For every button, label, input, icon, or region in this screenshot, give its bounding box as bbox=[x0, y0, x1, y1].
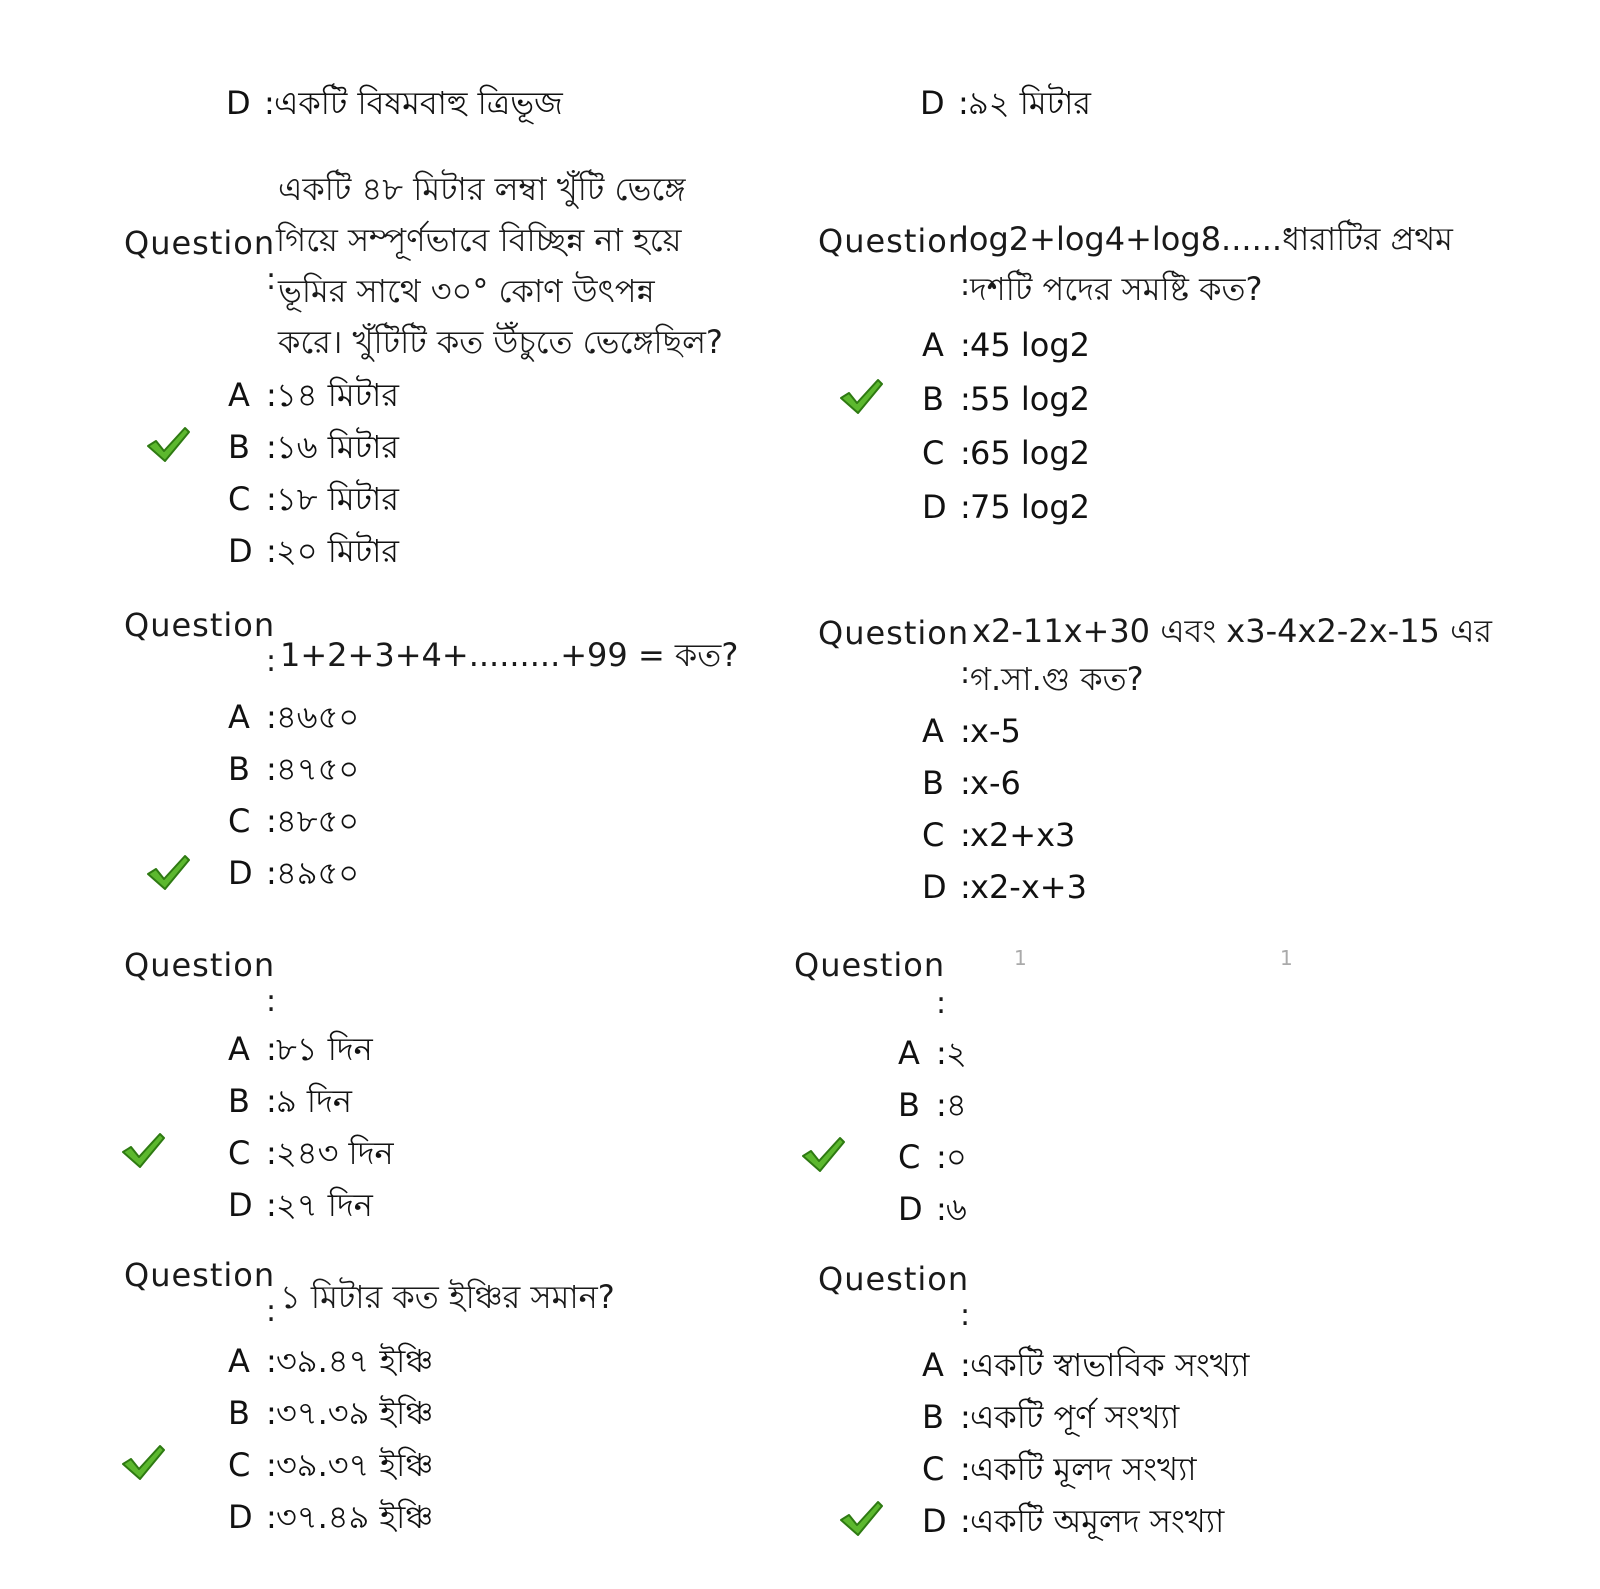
option-colon: : bbox=[266, 1342, 277, 1380]
option-text: একটি মূলদ সংখ্যা bbox=[970, 1450, 1197, 1488]
option-letter: D bbox=[228, 854, 253, 892]
option-letter: A bbox=[228, 1342, 250, 1380]
option-colon: : bbox=[266, 480, 277, 518]
question-text bbox=[278, 164, 723, 368]
option-text: x2-x+3 bbox=[970, 868, 1087, 906]
option-letter: C bbox=[922, 1450, 945, 1488]
option-text: একটি অমূলদ সংখ্যা bbox=[970, 1502, 1225, 1540]
option-text: ৮১ দিন bbox=[276, 1030, 373, 1068]
option-colon: : bbox=[960, 764, 971, 802]
option-colon: : bbox=[266, 1082, 277, 1120]
option-letter: D bbox=[228, 532, 253, 570]
option-letter: B bbox=[228, 750, 250, 788]
option-colon: : bbox=[266, 532, 277, 570]
option-colon: : bbox=[266, 1394, 277, 1432]
option-letter: C bbox=[228, 1446, 251, 1484]
question-line: গিয়ে সম্পূর্ণভাবে বিচ্ছিন্ন না হয়ে bbox=[276, 221, 682, 259]
option-letter: D bbox=[922, 868, 947, 906]
option-letter: C bbox=[228, 1134, 251, 1172]
option-letter: B bbox=[898, 1086, 920, 1124]
option-colon: : bbox=[266, 1030, 277, 1068]
option-colon: : bbox=[266, 1186, 277, 1224]
option-text: ৬ bbox=[946, 1190, 967, 1228]
option-letter: D bbox=[898, 1190, 923, 1228]
checkmark-icon bbox=[120, 1130, 166, 1170]
option-letter: A bbox=[922, 326, 944, 364]
option-text: ৪৮৫০ bbox=[276, 802, 360, 840]
question-label: Question bbox=[124, 946, 276, 984]
option-letter: B bbox=[228, 1394, 250, 1432]
option-colon: : bbox=[266, 376, 277, 414]
option-colon: : bbox=[266, 1134, 277, 1172]
checkmark-icon bbox=[120, 1442, 166, 1482]
question-text bbox=[280, 1272, 615, 1323]
checkmark-icon bbox=[145, 852, 191, 892]
option-text: ৩৯.৪৭ ইঞ্চি bbox=[276, 1342, 434, 1380]
option-letter: C bbox=[922, 816, 945, 854]
question-label: Question bbox=[124, 224, 276, 262]
question-line: log2+log4+log8......ধারাটির প্রথম bbox=[960, 220, 1453, 258]
option-text: x-5 bbox=[970, 712, 1021, 750]
option-text: একটি স্বাভাবিক সংখ্যা bbox=[970, 1346, 1250, 1384]
question-colon: : bbox=[960, 1298, 971, 1333]
option-colon: : bbox=[960, 488, 971, 526]
question-label: Question bbox=[818, 1260, 970, 1298]
option-letter: B bbox=[922, 380, 944, 418]
question-text bbox=[970, 264, 1262, 315]
option-colon: : bbox=[960, 1398, 971, 1436]
question-label: Question bbox=[124, 606, 276, 644]
question-line: দশটি পদের সমষ্টি কত? bbox=[970, 270, 1263, 308]
option-letter: D bbox=[228, 1186, 253, 1224]
option-colon: : bbox=[264, 84, 275, 122]
option-text: ৩৭.৩৯ ইঞ্চি bbox=[276, 1394, 434, 1432]
option-text: x-6 bbox=[970, 764, 1021, 802]
question-label: Question bbox=[818, 614, 970, 652]
option-colon: : bbox=[266, 750, 277, 788]
option-colon: : bbox=[266, 698, 277, 736]
option-colon: : bbox=[958, 84, 969, 122]
option-letter: B bbox=[228, 1082, 250, 1120]
checkmark-icon bbox=[800, 1134, 846, 1174]
option-letter: B bbox=[922, 764, 944, 802]
option-letter: D bbox=[922, 1502, 947, 1540]
option-letter: C bbox=[922, 434, 945, 472]
question-line: করে। খুঁটিটি কত উঁচুতে ভেঙ্গেছিল? bbox=[278, 323, 723, 361]
option-letter: C bbox=[228, 802, 251, 840]
question-colon: : bbox=[960, 268, 971, 303]
option-letter: B bbox=[228, 428, 250, 466]
option-letter: C bbox=[898, 1138, 921, 1176]
question-colon: : bbox=[266, 1294, 277, 1329]
option-colon: : bbox=[960, 1450, 971, 1488]
option-text: ৪ bbox=[946, 1086, 967, 1124]
option-text: 55 log2 bbox=[970, 380, 1091, 418]
option-colon: : bbox=[936, 1190, 947, 1228]
option-colon: : bbox=[960, 326, 971, 364]
option-text: ১৬ মিটার bbox=[276, 428, 399, 466]
option-letter: C bbox=[228, 480, 251, 518]
option-text: ১৮ মিটার bbox=[276, 480, 399, 518]
option-text: একটি বিষমবাহু ত্রিভূজ bbox=[274, 84, 563, 122]
checkmark-icon bbox=[838, 376, 884, 416]
question-line: গ.সা.গু কত? bbox=[970, 660, 1144, 698]
option-colon: : bbox=[960, 1346, 971, 1384]
question-line: 1+2+3+4+.........+99 = কত? bbox=[280, 636, 739, 674]
question-label: Question bbox=[124, 1256, 276, 1294]
option-colon: : bbox=[936, 1086, 947, 1124]
question-line: একটি ৪৮ মিটার লম্বা খুঁটি ভেঙ্গে bbox=[278, 170, 686, 208]
option-colon: : bbox=[936, 1138, 947, 1176]
option-colon: : bbox=[936, 1034, 947, 1072]
option-text: ২০ মিটার bbox=[276, 532, 400, 570]
question-colon: : bbox=[960, 656, 971, 691]
question-text bbox=[970, 654, 1144, 705]
option-letter: D bbox=[228, 1498, 253, 1536]
question-colon: : bbox=[266, 984, 277, 1019]
checkmark-icon bbox=[838, 1498, 884, 1538]
option-letter: A bbox=[922, 1346, 944, 1384]
option-text: 45 log2 bbox=[970, 326, 1091, 364]
option-colon: : bbox=[266, 854, 277, 892]
question-line: x2-11x+30 এবং x3-4x2-2x-15 এর bbox=[972, 612, 1493, 650]
option-text: ০ bbox=[946, 1138, 967, 1176]
question-text bbox=[972, 606, 1492, 657]
option-colon: : bbox=[266, 1498, 277, 1536]
option-text: ৯ দিন bbox=[276, 1082, 353, 1120]
option-colon: : bbox=[960, 868, 971, 906]
question-colon: : bbox=[936, 986, 947, 1021]
option-text: ৩৭.৪৯ ইঞ্চি bbox=[276, 1498, 434, 1536]
option-text: ১৪ মিটার bbox=[276, 376, 399, 414]
option-letter: B bbox=[922, 1398, 944, 1436]
question-text bbox=[960, 214, 1453, 265]
option-letter: A bbox=[228, 1030, 250, 1068]
question-colon: : bbox=[266, 644, 277, 679]
option-letter: A bbox=[922, 712, 944, 750]
option-text: ৯২ মিটার bbox=[968, 84, 1091, 122]
question-colon: : bbox=[266, 262, 277, 297]
option-text: একটি পূর্ণ সংখ্যা bbox=[970, 1398, 1180, 1436]
option-text: ৪৭৫০ bbox=[276, 750, 360, 788]
option-colon: : bbox=[960, 434, 971, 472]
option-letter: D bbox=[922, 488, 947, 526]
option-colon: : bbox=[960, 1502, 971, 1540]
option-colon: : bbox=[266, 428, 277, 466]
faint-mark: 1 bbox=[1280, 946, 1295, 970]
question-label: Question bbox=[818, 222, 970, 260]
option-text: x2+x3 bbox=[970, 816, 1076, 854]
question-text bbox=[280, 630, 738, 681]
option-text: ২৭ দিন bbox=[276, 1186, 373, 1224]
option-text: ২৪৩ দিন bbox=[276, 1134, 394, 1172]
option-colon: : bbox=[960, 816, 971, 854]
question-line: ১ মিটার কত ইঞ্চির সমান? bbox=[280, 1278, 615, 1316]
option-letter: D bbox=[920, 84, 945, 122]
option-text: ৪৯৫০ bbox=[276, 854, 360, 892]
option-letter: A bbox=[228, 698, 250, 736]
question-line: ভূমির সাথে ৩০° কোণ উৎপন্ন bbox=[278, 272, 655, 310]
option-letter: A bbox=[898, 1034, 920, 1072]
option-text: ৪৬৫০ bbox=[276, 698, 360, 736]
checkmark-icon bbox=[145, 424, 191, 464]
option-text: 75 log2 bbox=[970, 488, 1091, 526]
option-colon: : bbox=[960, 380, 971, 418]
question-label: Question bbox=[794, 946, 946, 984]
option-text: ৩৯.৩৭ ইঞ্চি bbox=[276, 1446, 434, 1484]
option-colon: : bbox=[266, 1446, 277, 1484]
option-text: ২ bbox=[946, 1034, 967, 1072]
option-letter: A bbox=[228, 376, 250, 414]
option-text: 65 log2 bbox=[970, 434, 1091, 472]
faint-mark: 1 bbox=[1014, 946, 1029, 970]
option-colon: : bbox=[960, 712, 971, 750]
option-letter: D bbox=[226, 84, 251, 122]
option-colon: : bbox=[266, 802, 277, 840]
